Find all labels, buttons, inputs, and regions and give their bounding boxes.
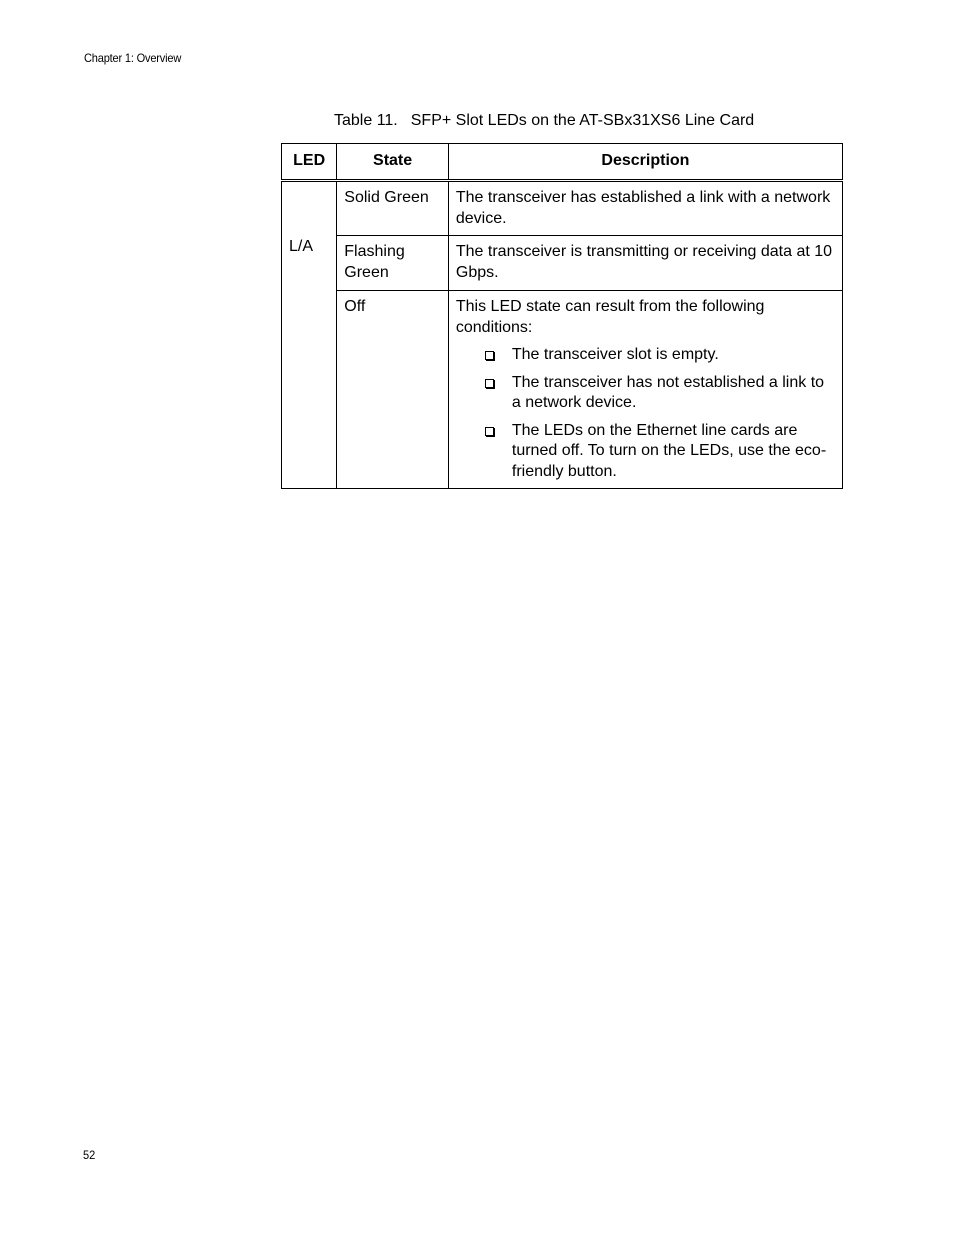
list-item	[484, 345, 835, 366]
checkbox-bullet-icon	[485, 379, 494, 388]
column-header-description: Description	[448, 144, 842, 181]
table-header-row	[282, 144, 843, 181]
description-cell: The transceiver has established a link with a network device.	[448, 181, 842, 236]
table-caption	[334, 112, 754, 130]
column-header-state: State	[337, 144, 449, 181]
description-cell	[448, 291, 842, 489]
table-caption-number: Table 11.	[334, 112, 398, 129]
table-row	[282, 291, 843, 489]
column-header-led: LED	[282, 144, 337, 181]
page-number: 52	[83, 1148, 96, 1162]
list-item-text: The transceiver slot is empty.	[511, 346, 719, 363]
state-cell: Off	[337, 291, 449, 489]
checkbox-bullet-icon	[485, 351, 494, 360]
table-caption-title: SFP+ Slot LEDs on the AT-SBx31XS6 Line Card	[410, 112, 755, 129]
led-table	[281, 143, 843, 489]
state-cell: Solid Green	[337, 181, 449, 236]
table-row	[282, 236, 843, 291]
list-item-text: The transceiver has not established a link to a network device.	[511, 373, 825, 411]
list-item	[484, 373, 835, 414]
table-row	[282, 181, 843, 236]
list-item	[484, 421, 835, 483]
description-intro: This LED state can result from the following conditions:	[455, 298, 765, 336]
list-item-text: The LEDs on the Ethernet line cards are turned off. To turn on the LEDs, use the eco-friendly button.	[511, 421, 827, 480]
description-cell: The transceiver is transmitting or receiving data at 10 Gbps.	[448, 236, 842, 291]
led-name-cell: L/A	[282, 181, 337, 489]
checkbox-bullet-icon	[485, 427, 494, 436]
state-cell: Flashing Green	[337, 236, 449, 291]
running-header: Chapter 1: Overview	[84, 51, 182, 65]
condition-list	[456, 345, 835, 482]
